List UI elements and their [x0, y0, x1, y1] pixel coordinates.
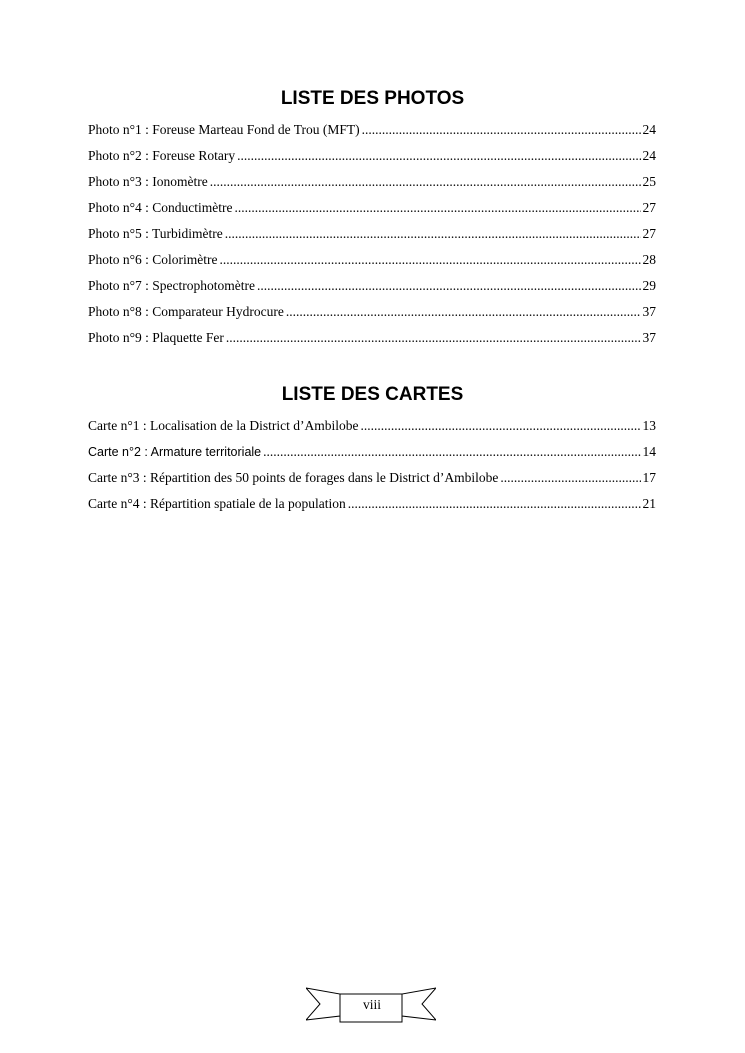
- photo-entry-label: Photo n°6 : Colorimètre: [88, 252, 218, 267]
- carte-entry-label: Carte n°2 : Armature territoriale: [88, 445, 262, 459]
- dot-leader: [220, 252, 641, 268]
- carte-entry-page: 17: [642, 470, 656, 485]
- carte-entry-page: 14: [642, 444, 656, 459]
- dot-leader: [237, 148, 640, 164]
- dot-leader: [286, 304, 641, 320]
- cartes-list: [88, 418, 656, 522]
- photo-entry-7: [88, 278, 656, 304]
- carte-entry-label: Carte n°4 : Répartition spatiale de la population: [88, 496, 346, 511]
- banner-left-tail: [306, 988, 340, 1020]
- carte-entry-page: 13: [642, 418, 656, 433]
- photos-list: [88, 122, 656, 356]
- carte-entry-2: [88, 444, 656, 470]
- photo-entry-8: [88, 304, 656, 330]
- banner-right-tail: [402, 988, 436, 1020]
- dot-leader: [362, 122, 641, 138]
- photo-entry-label: Photo n°3 : Ionomètre: [88, 174, 208, 189]
- dot-leader: [348, 496, 641, 512]
- dot-leader: [225, 226, 641, 242]
- photo-entry-page: 28: [642, 252, 656, 267]
- photo-entry-label: Photo n°2 : Foreuse Rotary: [88, 148, 236, 163]
- photo-entry-page: 27: [642, 226, 656, 241]
- photo-entry-page: 27: [642, 200, 656, 215]
- carte-entry-label: Carte n°3 : Répartition des 50 points de forages dans le District d’Ambilobe: [88, 470, 499, 485]
- photo-entry-label: Photo n°1 : Foreuse Marteau Fond de Trou (MFT): [88, 122, 360, 137]
- photo-entry-label: Photo n°9 : Plaquette Fer: [88, 330, 224, 345]
- photo-entry-page: 24: [642, 122, 656, 137]
- carte-entry-page: 21: [642, 496, 656, 511]
- carte-entry-3: [88, 470, 656, 496]
- dot-leader: [226, 330, 641, 346]
- photo-entry-label: Photo n°5 : Turbidimètre: [88, 226, 223, 241]
- photo-entry-6: [88, 252, 656, 278]
- photo-entry-4: [88, 200, 656, 226]
- dot-leader: [360, 418, 640, 434]
- photo-entry-page: 29: [642, 278, 656, 293]
- photo-entry-page: 24: [642, 148, 656, 163]
- photos-list-title: LISTE DES PHOTOS: [280, 88, 465, 109]
- photo-entry-page: 37: [642, 304, 656, 319]
- dot-leader: [210, 174, 641, 190]
- carte-entry-1: [88, 418, 656, 444]
- photo-entry-5: [88, 226, 656, 252]
- dot-leader: [257, 278, 640, 294]
- photo-entry-label: Photo n°7 : Spectrophotomètre: [88, 278, 256, 293]
- dot-leader: [500, 470, 640, 486]
- dot-leader: [263, 444, 640, 460]
- photo-entry-1: [88, 122, 656, 148]
- photo-entry-label: Photo n°8 : Comparateur Hydrocure: [88, 304, 284, 319]
- photo-entry-9: [88, 330, 656, 356]
- cartes-list-title: LISTE DES CARTES: [281, 384, 464, 405]
- photo-entry-page: 37: [642, 330, 656, 345]
- photo-entry-2: [88, 148, 656, 174]
- page-number: viii: [362, 997, 381, 1012]
- photo-entry-3: [88, 174, 656, 200]
- carte-entry-4: [88, 496, 656, 522]
- photo-entry-label: Photo n°4 : Conductimètre: [88, 200, 233, 215]
- dot-leader: [235, 200, 641, 216]
- carte-entry-label: Carte n°1 : Localisation de la District d’Ambilobe: [88, 418, 359, 433]
- photo-entry-page: 25: [642, 174, 656, 189]
